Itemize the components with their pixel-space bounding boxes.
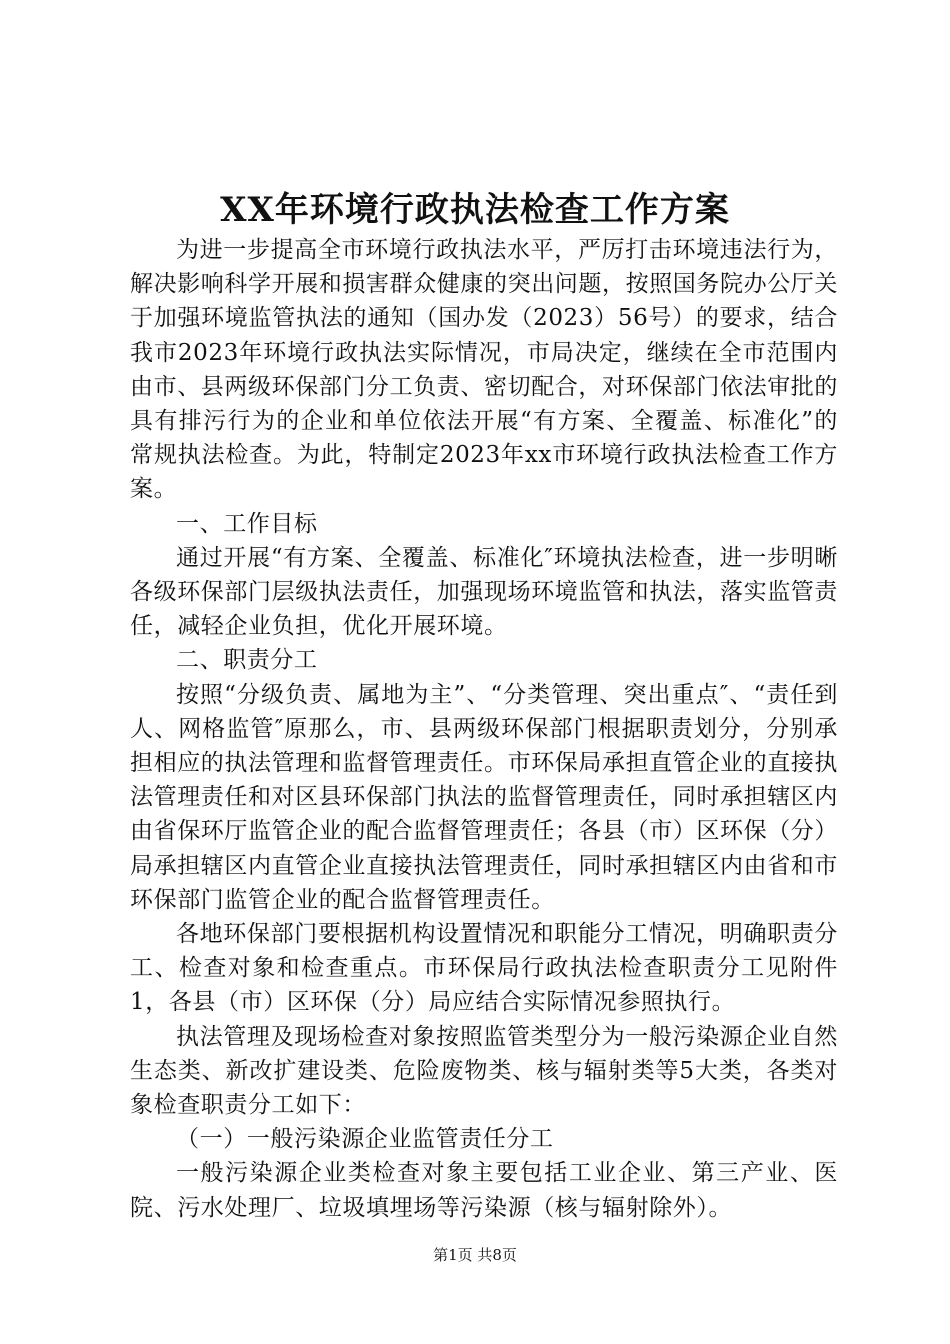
section-heading-goals: 一、工作目标 (176, 510, 318, 537)
paragraph-duties: 按照“分级负责、属地为主”、“分类管理、突出重点″、“责任到人、网格监管″原那么，市、县两级环保部门根据职责划分，分别承担相应的执法管理和监督管理责任。市环保局承担直管企业的直接执法管理责任和对区县环保部门执法的监督管理责任，同时承担辖区内由省保环厅监管企业的配合监督管理责任；各县（市）区环保（分）局承担辖区内直管企业直接执法管理责任，同时承担辖区内由省和市环保部门监管企业的配合监督管理责任。 (130, 681, 838, 913)
paragraph-goals: 通过开展“有方案、全覆盖、标准化″环境执法检查，进一步明晰各级环保部门层级执法责任，加强现场环境监管和执法，落实监管责任，减轻企业负担，优化开展环境。 (130, 544, 838, 640)
paragraph-categories: 执法管理及现场检查对象按照监管类型分为一般污染源企业自然生态类、新改扩建设类、危险废物类、核与辐射类等5大类，各类对象检查职责分工如下： (130, 1023, 838, 1119)
paragraph-general-sources: 一般污染源企业类检查对象主要包括工业企业、第三产业、医院、污水处理厂、垃圾填埋场等污染源（核与辐射除外）。 (130, 1160, 838, 1221)
section-heading-duties: 二、职责分工 (176, 647, 318, 674)
paragraph-intro: 为进一步提高全市环境行政执法水平，严厉打击环境违法行为，解决影响科学开展和损害群众健康的突出问题，按照国务院办公厅关于加强环境监管执法的通知（国办发（2023）56号）的要求，结合我市2023年环境行政执法实际情况，市局决定，继续在全市范围内由市、县两级环保部门分工负责、密切配合，对环保部门依法审批的具有排污行为的企业和单位依法开展“有方案、全覆盖、标准化”的常规执法检查。为此，特制定2023年xx市环境行政执法检查工作方案。 (130, 237, 838, 503)
page-title: XX年环境行政执法检查工作方案 (220, 190, 730, 230)
page-number: 第1页 共8页 (433, 1246, 517, 1264)
paragraph-division: 各地环保部门要根据机构设置情况和职能分工情况，明确职责分工、检查对象和检查重点。市环保局行政执法检查职责分工见附件1，各县（市）区环保（分）局应结合实际情况参照执行。 (130, 921, 838, 1016)
document-body (130, 233, 838, 1225)
subsection-heading-general: （一）一般污染源企业监管责任分工 (176, 1126, 554, 1153)
